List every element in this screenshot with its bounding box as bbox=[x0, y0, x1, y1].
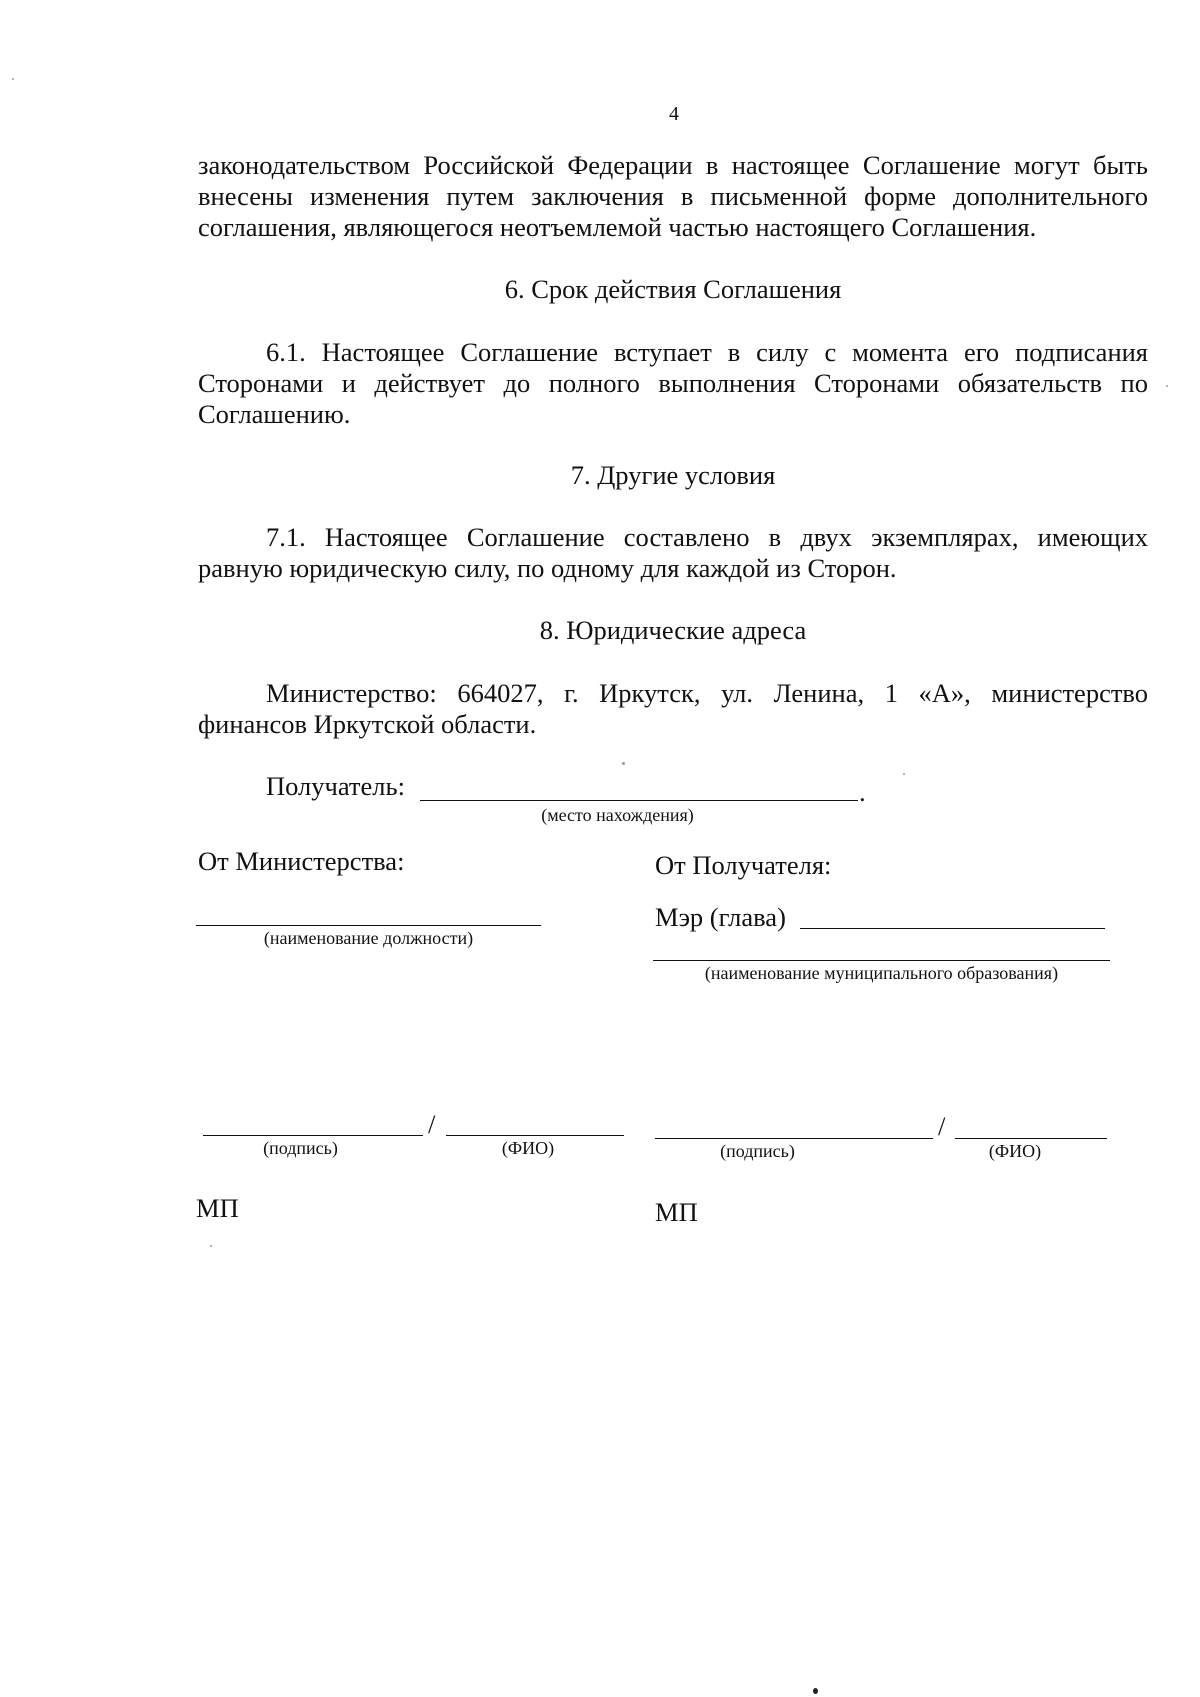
scan-speck bbox=[12, 78, 14, 80]
section-7-line: равную юридическую силу, по одному для каждой из Сторон. bbox=[198, 553, 897, 583]
mayor-label: Мэр (глава) bbox=[655, 902, 786, 932]
section-8-line: Министерство: 664027, г. Иркутск, ул. Ленина, 1 «А», министерство bbox=[266, 678, 1148, 708]
scan-speck bbox=[210, 1245, 212, 1247]
section-8-paragraph bbox=[198, 678, 1148, 740]
recipient-side-title: От Получателя: bbox=[655, 850, 832, 880]
scan-speck bbox=[903, 773, 905, 775]
ministry-fio-caption: (ФИО) bbox=[501, 1138, 555, 1158]
mayor-name-line[interactable] bbox=[800, 928, 1105, 929]
section-6-paragraph bbox=[198, 337, 1148, 430]
section-8-heading: 8. Юридические адреса bbox=[539, 615, 807, 645]
recipient-fio-caption: (ФИО) bbox=[988, 1141, 1042, 1161]
section-7-paragraph bbox=[198, 522, 1148, 584]
section-6-heading: 6. Срок действия Соглашения bbox=[504, 274, 842, 304]
ministry-position-line[interactable] bbox=[196, 925, 541, 926]
recipient-seal: МП bbox=[655, 1197, 698, 1227]
section-7-line: 7.1. Настоящее Соглашение составлено в двух экземплярах, имеющих bbox=[266, 522, 1148, 552]
intro-line: внесены изменения путем заключения в письменной форме дополнительного bbox=[198, 181, 1148, 211]
section-7-heading: 7. Другие условия bbox=[570, 460, 776, 490]
recipient-label: Получатель: bbox=[266, 771, 405, 801]
section-8-line: финансов Иркутской области. bbox=[198, 709, 537, 739]
recipient-slash: / bbox=[938, 1111, 946, 1141]
ministry-fio-line[interactable] bbox=[446, 1135, 624, 1136]
page-number: 4 bbox=[669, 103, 679, 125]
section-6-line: 6.1. Настоящее Соглашение вступает в силу с момента его подписания bbox=[266, 337, 1148, 367]
ministry-seal: МП bbox=[196, 1193, 239, 1223]
municipality-line[interactable] bbox=[653, 960, 1110, 961]
recipient-signature-caption: (подпись) bbox=[720, 1141, 795, 1161]
intro-line: законодательством Российской Федерации в настоящее Соглашение могут быть bbox=[198, 150, 1148, 180]
recipient-signature-line[interactable] bbox=[655, 1138, 933, 1139]
ministry-signature-caption: (подпись) bbox=[263, 1138, 338, 1158]
ministry-slash: / bbox=[428, 1109, 436, 1139]
ministry-side-title: От Министерства: bbox=[198, 846, 405, 876]
municipality-caption: (наименование муниципального образования) bbox=[704, 963, 1059, 983]
recipient-address-line[interactable] bbox=[420, 800, 858, 801]
recipient-address-caption: (место нахождения) bbox=[541, 805, 694, 825]
ministry-signature-line[interactable] bbox=[203, 1135, 423, 1136]
recipient-fio-line[interactable] bbox=[955, 1138, 1107, 1139]
intro-paragraph bbox=[198, 150, 1148, 243]
section-6-line: Сторонами и действует до полного выполнения Сторонами обязательств по bbox=[198, 368, 1148, 398]
intro-line: соглашения, являющегося неотъемлемой частью настоящего Соглашения. bbox=[198, 212, 1037, 242]
recipient-period: . bbox=[859, 777, 866, 807]
scan-speck bbox=[1166, 385, 1168, 387]
scan-speck bbox=[622, 762, 625, 765]
scan-speck bbox=[813, 1688, 818, 1694]
ministry-position-caption: (наименование должности) bbox=[263, 928, 474, 948]
section-6-line: Соглашению. bbox=[198, 399, 351, 429]
